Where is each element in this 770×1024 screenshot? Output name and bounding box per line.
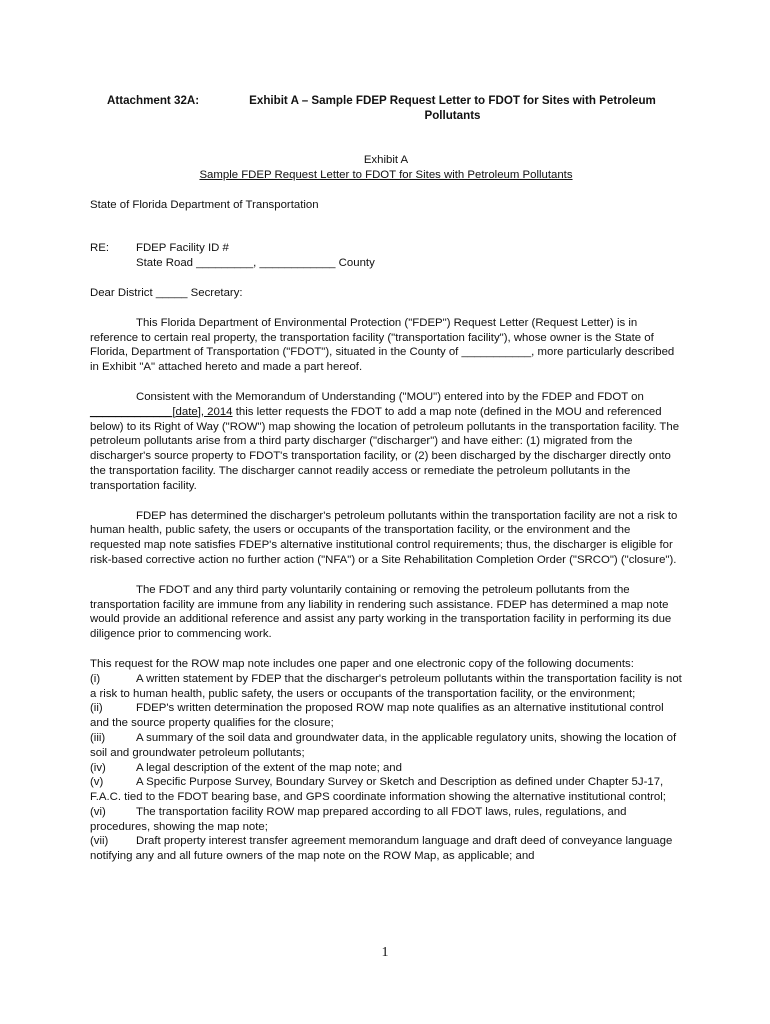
list-item-text: A summary of the soil data and groundwater data, in the applicable regulatory units, showing the location of soil and groundwater petroleum pollutants;: [90, 731, 677, 759]
re-label: RE:: [90, 242, 109, 255]
list-item-text: FDEP's written determination the proposed ROW map note qualifies as an alternative institutional control and the source property qualifies for the closure;: [90, 702, 664, 730]
list-item: [90, 805, 682, 835]
list-item-number: (iii): [90, 731, 106, 744]
re-facility-id: FDEP Facility ID #: [136, 242, 229, 255]
list-item-number: (v): [90, 776, 104, 789]
list-item-number: (iv): [90, 761, 106, 774]
salutation: Dear District _____ Secretary:: [90, 286, 243, 299]
list-item-text: Draft property interest transfer agreement memorandum language and draft deed of conveyance language notifying any and all future owners of the map note on the ROW Map, as applicable; and: [90, 835, 673, 863]
list-item-number: (vi): [90, 805, 106, 818]
recipient: State of Florida Department of Transportation: [90, 198, 319, 211]
list-item-text: A written statement by FDEP that the discharger's petroleum pollutants within the transportation facility is not a risk to human health, public safety, the users or occupants of the transportation facility, or the environment;: [90, 672, 682, 700]
attachment-title: Exhibit A – Sample FDEP Request Letter to FDOT for Sites with Petroleum Pollutants: [249, 94, 656, 122]
exhibit-label: Exhibit A: [363, 154, 409, 166]
list-item: [90, 834, 682, 864]
list-item: [90, 731, 682, 761]
list-item-number: (ii): [90, 702, 103, 715]
attachment-label: Attachment 32A:: [107, 94, 200, 107]
re-state-road: State Road _________, ____________ County: [136, 257, 375, 270]
paragraph-intro: This Florida Department of Environmental Protection ("FDEP") Request Letter (Request Letter) is in reference to certain real property, the transportation facility ("transportation facility"), whose owner is the State of Florida, Department of Transportation ("FDOT"), situated in the County of ___________, more particularly described in Exhibit "A" attached hereto and made a part hereof.: [90, 316, 675, 374]
list-item-text: A legal description of the extent of the map note; and: [136, 761, 402, 774]
page-number: 1: [381, 945, 389, 960]
list-item-number: (i): [90, 672, 101, 685]
re-block: [90, 241, 682, 271]
paragraph-mou: [90, 390, 682, 494]
list-item: [90, 701, 682, 731]
list-item: [90, 761, 682, 776]
attachment-header: [107, 93, 682, 123]
list-item: [90, 672, 682, 702]
paragraph-immunity: The FDOT and any third party voluntarily containing or removing the petroleum pollutants from the transportation facility are immune from any liability in rendering such assistance. FDEP has determined a map note would provide an additional reference and assist any party working in the transportation facility in performing its due diligence prior to commencing work.: [90, 583, 672, 641]
paragraph-determination: FDEP has determined the discharger's petroleum pollutants within the transportation facility are not a risk to human health, public safety, the users or occupants of the transportation facility, or the environment and the requested map note satisfies FDEP's alternative institutional control requirements; thus, the discharger is eligible for risk-based corrective action no further action ("NFA") or a Site Rehabilitation Completion Order ("SRCO") ("closure").: [90, 509, 678, 566]
paragraph-mou-end: this letter requests the FDOT to add a map note (defined in the MOU and referenced below) to its Right of Way ("ROW") map showing the location of petroleum pollutants in the transportation facility. The petroleum pollutants arise from a third party discharger ("discharger") and have either: (1) migrated from the discharger's source property to FDOT's transportation facility, or (2) been discharged by the discharger directly onto the transportation facility. The discharger cannot readily access or remediate the petroleum pollutants in the transportation facility.: [90, 405, 680, 492]
paragraph-mou-start: Consistent with the Memorandum of Understanding ("MOU") entered into by the FDEP and FDOT on: [136, 390, 644, 403]
list-item-number: (vii): [90, 835, 109, 848]
paragraph-request: This request for the ROW map note includes one paper and one electronic copy of the following documents:: [90, 657, 634, 670]
list-item: [90, 775, 682, 805]
exhibit-subtitle: Sample FDEP Request Letter to FDOT for Sites with Petroleum Pollutants: [199, 168, 573, 181]
document-list: [90, 672, 682, 864]
list-item-text: A Specific Purpose Survey, Boundary Survey or Sketch and Description as defined under Chapter 5J-17, F.A.C. tied to the FDOT bearing base, and GPS coordinate information showing the alternative institutional control;: [90, 776, 666, 804]
list-item-text: The transportation facility ROW map prepared according to all FDOT laws, rules, regulations, and procedures, showing the map note;: [90, 805, 627, 833]
mou-date-blank: _____________[date], 2014: [90, 405, 233, 418]
letter-body: [90, 93, 682, 864]
